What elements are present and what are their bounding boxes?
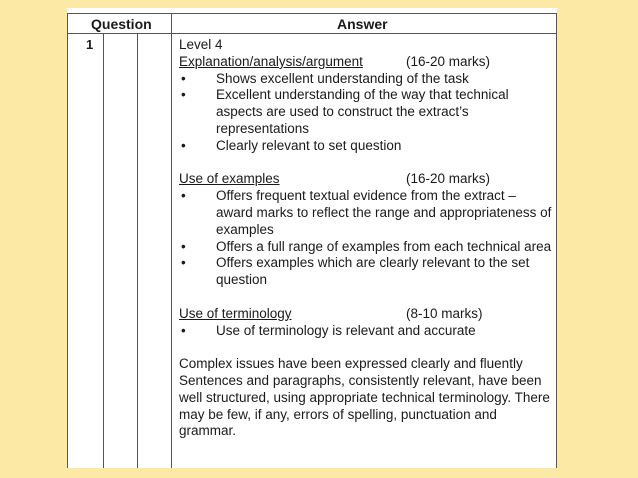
bullet-list bbox=[179, 188, 555, 289]
list-item: • Use of terminology is relevant and accurate bbox=[179, 323, 555, 340]
list-item: • Offers frequent textual evidence from the extract – award marks to reflect the range and appropriateness of examples bbox=[179, 188, 555, 238]
criterion-marks: (16-20 marks) bbox=[406, 171, 491, 187]
list-item: • Offers examples which are clearly relevant to the set question bbox=[179, 255, 555, 289]
criterion-title: Explanation/analysis/argument bbox=[179, 53, 363, 69]
criterion-title: Use of examples bbox=[179, 171, 280, 187]
criterion-explanation bbox=[179, 54, 555, 71]
table-left-border bbox=[67, 13, 68, 468]
list-item: • Offers a full range of examples from each technical area bbox=[179, 239, 555, 256]
level-heading: Level 4 bbox=[179, 37, 223, 52]
question-number: 1 bbox=[86, 37, 94, 52]
criterion-examples bbox=[179, 171, 555, 188]
criterion-marks: (8-10 marks) bbox=[406, 305, 483, 321]
column-divider-2 bbox=[137, 33, 138, 468]
criterion-marks: (16-20 marks) bbox=[406, 53, 491, 69]
answer-header: Answer bbox=[337, 16, 388, 32]
bullet-list bbox=[179, 323, 555, 340]
column-divider-1 bbox=[103, 33, 104, 468]
table-top-border bbox=[67, 13, 557, 14]
answer-cell bbox=[179, 37, 555, 440]
bullet-list bbox=[179, 71, 555, 155]
list-item: • Clearly relevant to set question bbox=[179, 138, 555, 155]
summary-paragraph: Complex issues have been expressed clearly and fluently Sentences and paragraphs, consistently relevant, have been well structured, using appropriate technical terminology. There may be few, if any, errors of spelling, punctuation and grammar. bbox=[179, 356, 550, 439]
list-item: • Excellent understanding of the way that technical aspects are used to construct the extract’s representations bbox=[179, 87, 555, 137]
column-divider-answer bbox=[171, 13, 172, 468]
mark-scheme-sheet bbox=[67, 8, 557, 468]
table-right-border bbox=[556, 13, 557, 468]
question-header: Question bbox=[91, 16, 152, 32]
criterion-terminology bbox=[179, 306, 555, 323]
header-divider bbox=[67, 33, 557, 34]
list-item: • Shows excellent understanding of the task bbox=[179, 71, 555, 88]
criterion-title: Use of terminology bbox=[179, 305, 292, 321]
